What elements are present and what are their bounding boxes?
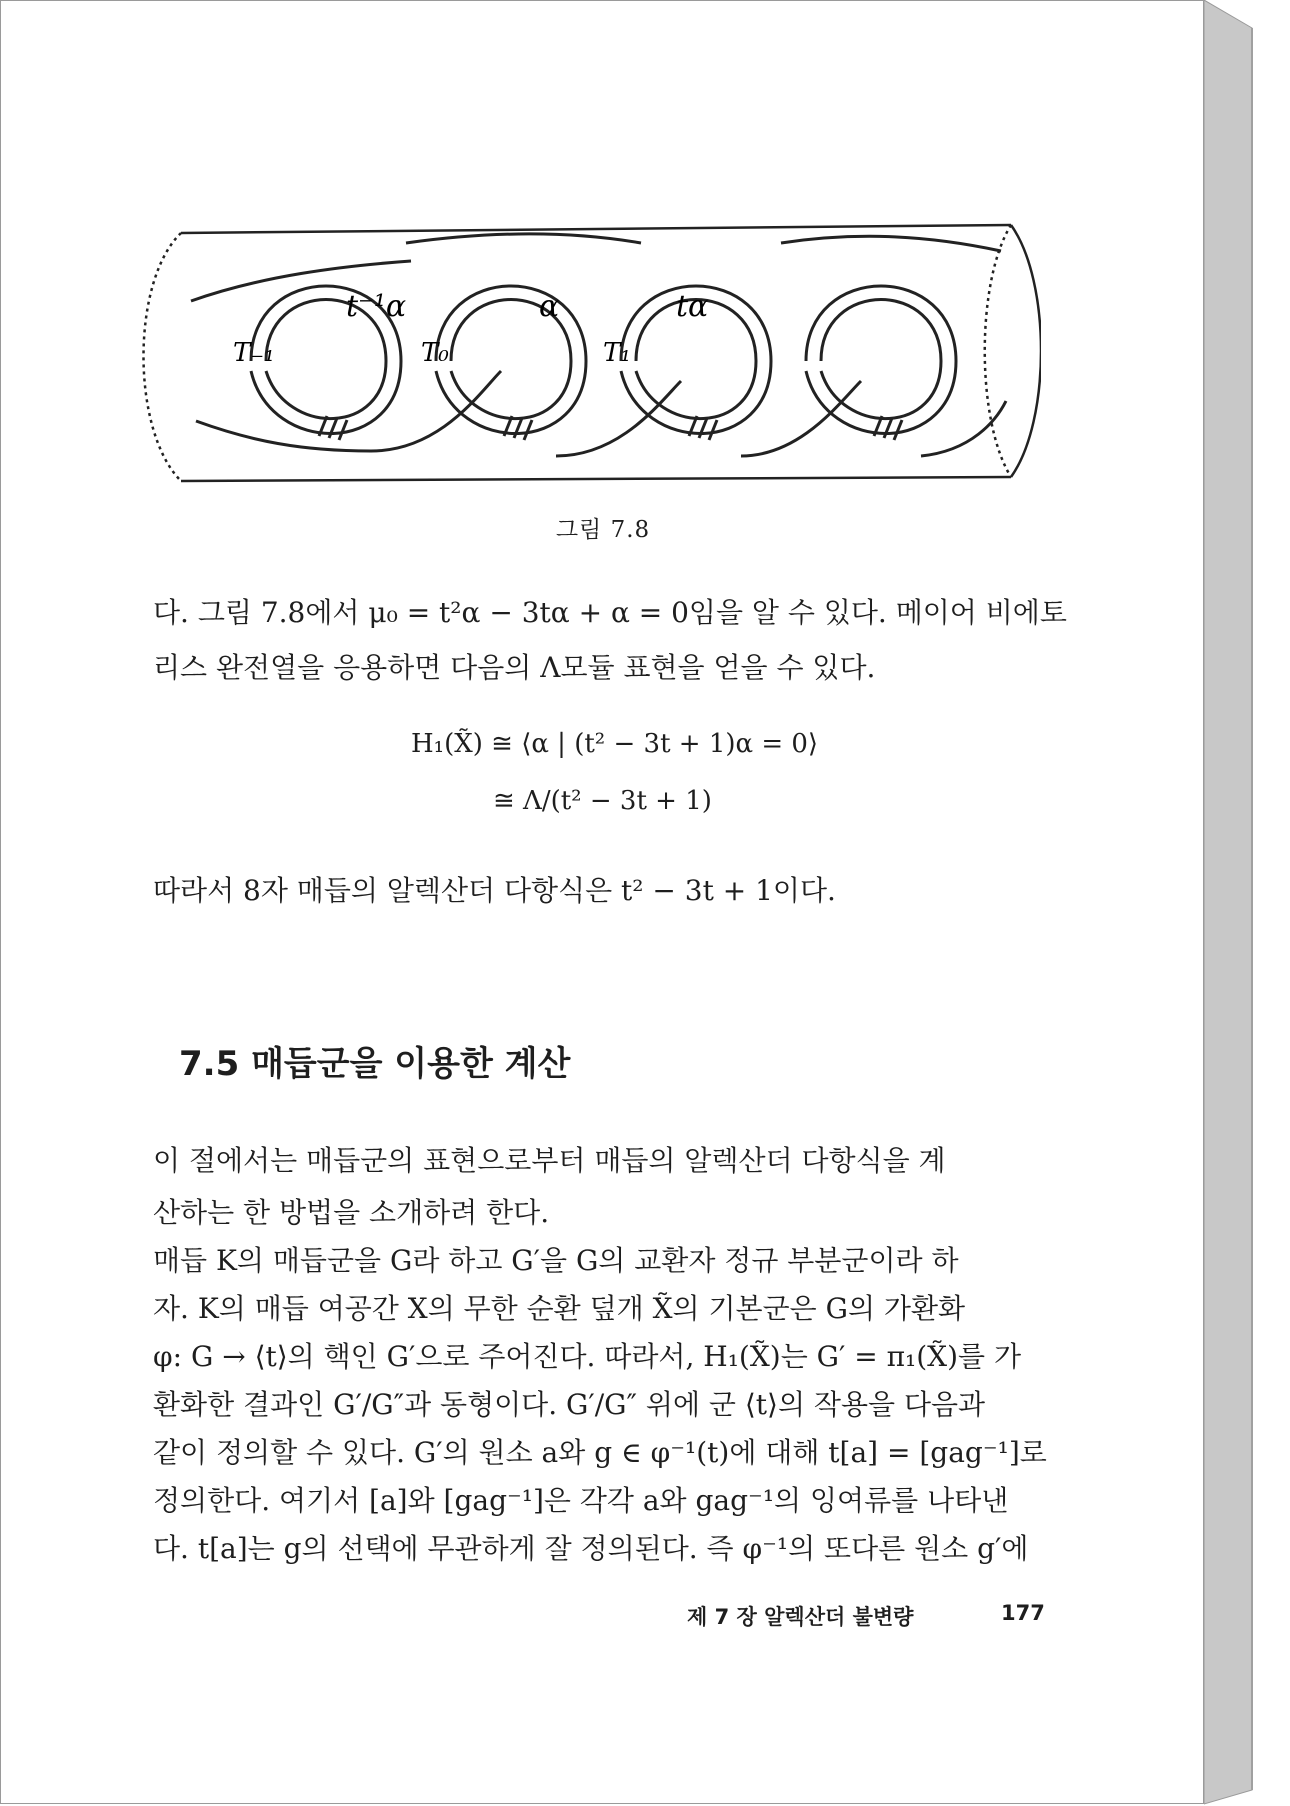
paragraph-4-line-3: φ: G → ⟨t⟩의 핵인 G′으로 주어진다. 따라서, H₁(X̃)는 G′ = π₁(X̃)를 가 bbox=[153, 1340, 1022, 1373]
figure-caption: 그림 7.8 bbox=[555, 517, 651, 543]
label-t-alpha: tα bbox=[676, 289, 709, 324]
equation-1: H₁(X̃) ≅ ⟨α | (t² − 3t + 1)α = 0⟩ bbox=[411, 729, 819, 759]
paragraph-4-line-6: 정의한다. 여기서 [a]와 [gag⁻¹]은 각각 a와 gag⁻¹의 잉여류를 나타낸 bbox=[153, 1484, 1009, 1517]
knot-bands bbox=[191, 234, 1006, 456]
label-T-minus-1: T₋₁ bbox=[233, 338, 275, 368]
label-T0: T₀ bbox=[421, 338, 449, 368]
paragraph-4-line-5: 같이 정의할 수 있다. G′의 원소 a와 g ∈ φ⁻¹(t)에 대해 t[a] = [gag⁻¹]로 bbox=[153, 1436, 1047, 1469]
paragraph-2: 따라서 8자 매듭의 알렉산더 다항식은 t² − 3t + 1이다. bbox=[153, 874, 836, 907]
equation-2: ≅ Λ/(t² − 3t + 1) bbox=[493, 786, 712, 816]
book-page-edge bbox=[1204, 0, 1290, 1806]
paragraph-4-line-1: 매듭 K의 매듭군을 G라 하고 G′을 G의 교환자 정규 부분군이라 하 bbox=[153, 1244, 959, 1277]
label-alpha: α bbox=[539, 289, 560, 324]
running-footer-chapter: 제 7 장 알렉산더 불변량 bbox=[687, 1605, 914, 1629]
paragraph-4-line-2: 자. K의 매듭 여공간 X의 무한 순환 덮개 X̃의 기본군은 G의 가환화 bbox=[153, 1292, 966, 1325]
section-heading: 7.5 매듭군을 이용한 계산 bbox=[179, 1044, 571, 1084]
label-T1: T₁ bbox=[603, 338, 631, 368]
paragraph-3-line-2: 산하는 한 방법을 소개하려 한다. bbox=[153, 1196, 550, 1229]
paragraph-3-line-1: 이 절에서는 매듭군의 표현으로부터 매듭의 알렉산더 다항식을 계 bbox=[153, 1144, 946, 1177]
knot-infinite-cyclic-cover-figure bbox=[141, 221, 1041, 491]
page-number: 177 bbox=[1001, 1601, 1045, 1625]
paragraph-4-line-7: 다. t[a]는 g의 선택에 무관하게 잘 정의된다. 즉 φ⁻¹의 또다른 원소 g′에 bbox=[153, 1532, 1029, 1565]
paragraph-1-line-1: 다. 그림 7.8에서 μ₀ = t²α − 3tα + α = 0임을 알 수 있다. 메이어 비에토 bbox=[153, 596, 1067, 629]
paragraph-1-line-2: 리스 완전열을 응용하면 다음의 Λ모듈 표현을 얻을 수 있다. bbox=[153, 651, 876, 684]
paragraph-4-line-4: 환화한 결과인 G′/G″과 동형이다. G′/G″ 위에 군 ⟨t⟩의 작용을 다음과 bbox=[153, 1388, 986, 1421]
label-t-inverse-alpha: t⁻¹α bbox=[346, 289, 407, 324]
